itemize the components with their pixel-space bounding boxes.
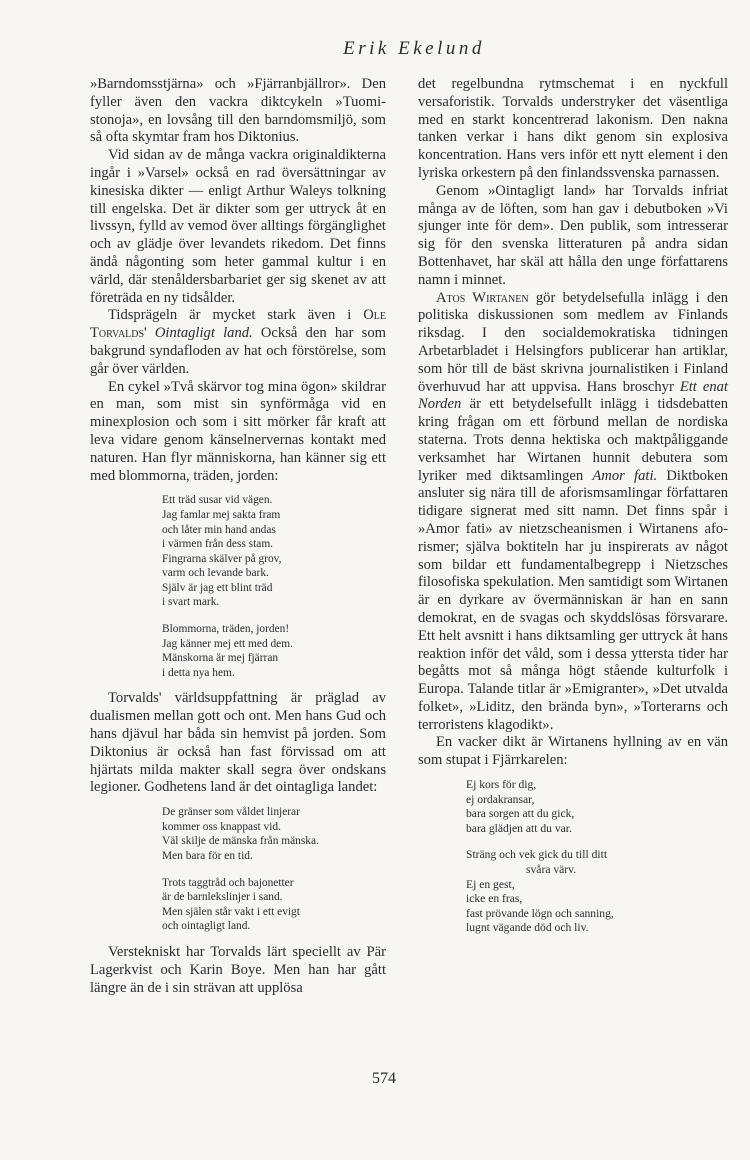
poem-line: svåra värv. bbox=[526, 863, 577, 877]
poem bbox=[162, 493, 386, 680]
text: är ett betydelsefullt inlägg i tidsdebatten kring frågan om ett förbund mellan de nordiska staterna. Trots denna hektiska och maktpåliggande verksamhet har Wirtanen hunnit debutera som lyriker med diktsamlingen bbox=[418, 396, 728, 484]
paragraph bbox=[90, 307, 386, 378]
stanza bbox=[466, 848, 728, 936]
poem-line: och låter min hand andas bbox=[162, 523, 276, 536]
text: Också den har som bakgrund syndafloden av hat och förstörelse, som går över världen. bbox=[90, 325, 386, 377]
paragraph: En cykel »Två skärvor tog mina ögon» skildrar en man, som mist sin synförmåga vid en minexplosion och som i sitt mörker får kraft att leva vidare genom känselnervernas kontakt med naturen. Han flyr människorna, han känner sig ett med blommorna, träden, jorden: bbox=[90, 378, 386, 484]
poem-line: lugnt vägande död och liv. bbox=[466, 921, 589, 935]
book-title: Ointagligt land. bbox=[154, 325, 253, 342]
book-title: Amor fati. bbox=[592, 467, 658, 484]
poem-line: varm och levande bark. bbox=[162, 567, 269, 580]
poem-line: Jag famlar mej sakta fram bbox=[162, 508, 281, 521]
author-name: Atos Wirtanen bbox=[436, 289, 529, 306]
text: gör betydelsefulla inlägg i den politiska diskussionen som medlem av Finlands riksdag. I den socialdemokratiska tidningen Arbetarbladet i Helsingfors publicerar han artiklar, som hör till de bäst skrivna journalistiken i Finland överhuvud har att uppvisa. Hans broschyr bbox=[418, 289, 729, 395]
paragraph bbox=[418, 290, 728, 735]
poem-line: ej ordakransar, bbox=[466, 792, 535, 806]
paragraph: »Barndomsstjärna» och »Fjärranbjällror». Den fyller även den vackra diktcykeln »Tuomistonoja», en lovsång till den barndomsmiljö, som så ofta skymtar fram hos Diktonius. bbox=[90, 76, 386, 146]
poem-line: i värmen från dess stam. bbox=[162, 538, 274, 551]
poem-line: kommer oss knappast vid. bbox=[162, 820, 281, 833]
author-name: Ole Torvalds' bbox=[90, 307, 386, 342]
right-column bbox=[418, 76, 728, 946]
poem-line: fast prövande lögn och sanning, bbox=[466, 906, 614, 920]
poem-line: Mänskorna är mej fjärran bbox=[162, 652, 279, 665]
paragraph: En vacker dikt är Wirtanens hyllning av en vän som stupat i Fjärrkarelen: bbox=[418, 734, 728, 769]
poem-line: icke en fras, bbox=[466, 892, 523, 906]
paragraph: Vid sidan av de många vackra originaldikterna ingår i »Varsel» också en rad översättningar av kinesiska dikter — enligt Arthur Waleys tolkning till engelska. Det är dikter som ger uttryck åt en livssyn, fylld av vemod över alltings förgänglighet och av glädje över levandets rikedom. Det finns ändå någonting som heter gammal kultur i en värld, där stenåldersbarbariet ger sig skenet av att företräda en ny tidsålder. bbox=[90, 147, 386, 306]
poem-line: i svart mark. bbox=[162, 596, 220, 609]
stanza bbox=[162, 493, 386, 610]
poem-line: Trots taggtråd och bajonetter bbox=[162, 876, 294, 889]
poem-line: Ej en gest, bbox=[466, 877, 515, 891]
left-column bbox=[90, 76, 386, 997]
poem-line: Ej kors för dig, bbox=[466, 778, 537, 792]
page-number: 574 bbox=[372, 1070, 396, 1087]
stanza bbox=[162, 876, 386, 934]
poem-line: bara glädjen att du var. bbox=[466, 821, 572, 835]
poem-line: Sträng och vek gick du till ditt bbox=[466, 848, 608, 862]
poem-line: Fingrarna skälver på grov, bbox=[162, 552, 282, 565]
stanza bbox=[162, 622, 386, 680]
poem-line: Väl skilje de mänska från mänska. bbox=[162, 835, 319, 848]
poem-line: Men bara för en tid. bbox=[162, 850, 253, 863]
poem bbox=[466, 778, 728, 936]
poem-line: Ett träd susar vid vägen. bbox=[162, 494, 273, 507]
book-title: Ett enat Norden bbox=[418, 378, 728, 413]
poem-line: i detta nya hem. bbox=[162, 666, 235, 679]
poem-line: är de barnlekslinjer i sand. bbox=[162, 891, 283, 904]
stanza bbox=[162, 805, 386, 863]
poem-line: Men själen står vakt i ett evigt bbox=[162, 905, 300, 918]
text: Tidsprägeln är mycket stark även i bbox=[108, 307, 364, 324]
text: Diktboken ansluter sig nära till de aforismsamlingar författaren tidigare signerat med sitt namn. Det finns spår i »Amor fati» av nietzscheanismen i Wirtanens aforismer; själva boktiteln har ju inspirerats av något som bildar ett fundamentalbegrepp i Nietzsches filosofiska spekulation. Men samtidigt som Wirtanen är en dyrkare av övermänniskan är han en sann demokrat, en de svagas och skyddslösas försvarare. Ett helt avsnitt i hans diktsamling ger uttryck åt hans reaktion inför det våld, som i dessa yttersta tider har begåtts mot så många högt stående kulturfolk i Europa. Talande titlar är »Emigranter», »Det utvalda folket», »Liditz, den brända byn», »Torterarns och terroristens klagodikt». bbox=[418, 467, 728, 733]
poem-line: De gränser som våldet linjerar bbox=[162, 806, 300, 819]
stanza bbox=[466, 778, 728, 836]
poem-line: Jag känner mej ett med dem. bbox=[162, 637, 293, 650]
poem-line: Själv är jag ett blint träd bbox=[162, 581, 273, 594]
running-title: Erik Ekelund bbox=[343, 38, 485, 59]
paragraph: det regelbundna rytmschemat i en nyckfull versaforistik. Torvalds understryker det väsentliga med en starkt koncentrerad lakonism. Den nakna tanken verkar i hans dikt genom sin explosiva koncentration. Hans vers inför ett nytt element i den lyriska orkestern på den finlandssvenska parnassen. bbox=[418, 76, 728, 181]
poem-line: bara sorgen att du gick, bbox=[466, 807, 575, 821]
paragraph: Genom »Ointagligt land» har Torvalds infriat många av de löften, som han gav i debutboken »Vi sjunger inte för dem». Den publik, som intresserar sig för den svenska litteraturen på andra sidan Bottenhavet, har skäl att hålla den unge författarens namn i minnet. bbox=[418, 182, 728, 288]
poem-line: Blommorna, träden, jorden! bbox=[162, 623, 290, 636]
paragraph: Verstekniskt har Torvalds lärt speciellt av Pär Lagerkvist och Karin Boye. Men han har gått längre än de i sin strävan att upplösa bbox=[90, 943, 386, 996]
paragraph: Torvalds' världsuppfattning är präglad av dualismen mellan gott och ont. Men hans Gud och hans djävul har båda sin hemvist på jorden. Som Diktonius är också han fast förvissad om att hjärtats milda makter skall segra över ondskans legioner. Godhetens land är det ointagliga landet: bbox=[90, 690, 386, 796]
poem-line: och ointagligt land. bbox=[162, 920, 251, 933]
poem bbox=[162, 805, 386, 934]
